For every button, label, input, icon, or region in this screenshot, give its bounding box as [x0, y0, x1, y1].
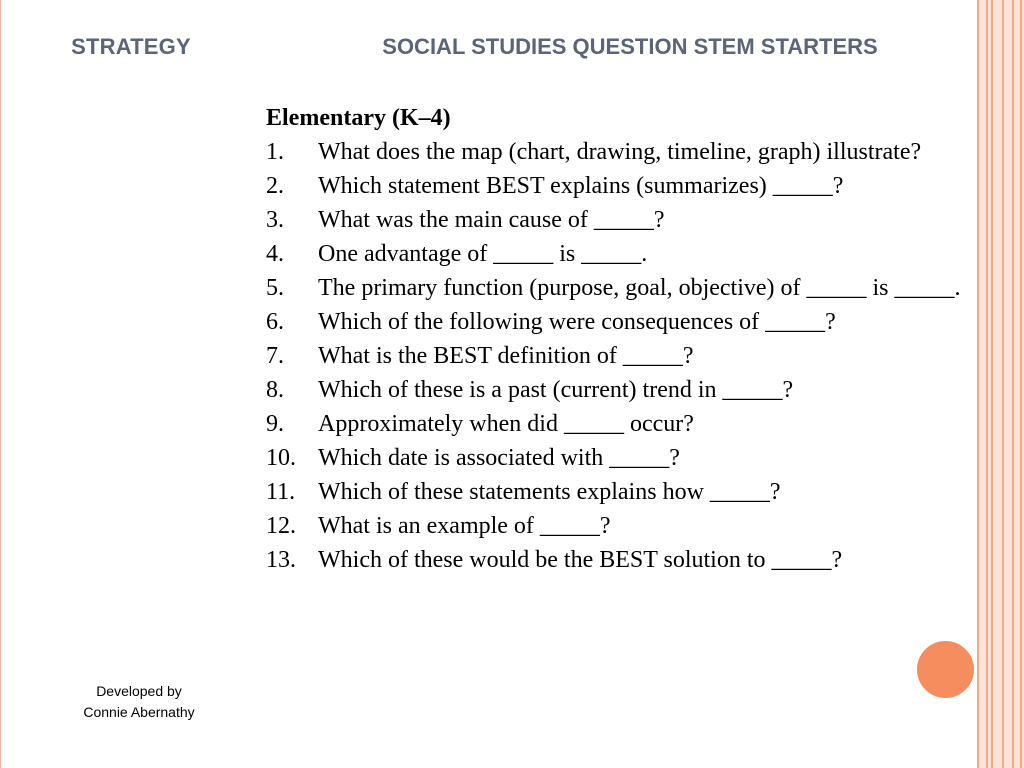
list-item	[266, 543, 966, 577]
list-item	[266, 237, 966, 271]
decorative-stripe	[1012, 0, 1014, 768]
list-item-number: 13.	[266, 547, 296, 573]
list-item-text: Which of these is a past (current) trend in _____?	[318, 377, 794, 403]
list-item-number: 9.	[266, 411, 284, 437]
list-item-number: 4.	[266, 241, 284, 267]
list-item-text: What does the map (chart, drawing, timeline, graph) illustrate?	[318, 139, 922, 165]
list-item-text: What is the BEST definition of _____?	[318, 343, 694, 369]
list-item-text: What is an example of _____?	[318, 513, 611, 539]
list-item	[266, 169, 966, 203]
list-item-number: 2.	[266, 173, 284, 199]
list-item-text: What was the main cause of _____?	[318, 207, 665, 233]
list-item-text: Which date is associated with _____?	[318, 445, 680, 471]
list-item-number: 5.	[266, 275, 284, 301]
right-decorative-panel	[977, 0, 1024, 768]
list-item	[266, 339, 966, 373]
list-item-number: 6.	[266, 309, 284, 335]
list-item-text: One advantage of _____ is _____.	[318, 241, 648, 267]
list-item-text: Which of these would be the BEST solution to _____?	[318, 547, 843, 573]
list-item	[266, 135, 966, 169]
decorative-orange-circle	[916, 640, 975, 699]
list-item	[266, 305, 966, 339]
decorative-stripe	[977, 0, 979, 768]
list-item	[266, 271, 966, 305]
list-item-text: Which of these statements explains how _____?	[318, 479, 781, 505]
list-item-number: 1.	[266, 139, 284, 165]
list-item-number: 8.	[266, 377, 284, 403]
decorative-stripe	[986, 0, 988, 768]
list-item	[266, 407, 966, 441]
list-item	[266, 475, 966, 509]
list-item	[266, 441, 966, 475]
list-item-number: 10.	[266, 445, 296, 471]
list-item-number: 12.	[266, 513, 296, 539]
list-item-number: 7.	[266, 343, 284, 369]
list-item-text: Which of the following were consequences of _____?	[318, 309, 836, 335]
list-item	[266, 373, 966, 407]
list-item	[266, 509, 966, 543]
decorative-stripe	[991, 0, 993, 768]
left-border-line	[0, 0, 1, 768]
list-item-text: Which statement BEST explains (summarizes) _____?	[318, 173, 844, 199]
grade-level-heading: Elementary (K–4)	[266, 105, 451, 131]
author-credit	[60, 681, 218, 723]
slide-title: SOCIAL STUDIES QUESTION STEM STARTERS	[382, 34, 878, 59]
credit-line-2: Connie Abernathy	[83, 704, 195, 720]
list-item-text: The primary function (purpose, goal, objective) of _____ is _____.	[318, 275, 961, 301]
credit-line-1: Developed by	[96, 683, 182, 699]
list-item-text: Approximately when did _____ occur?	[318, 411, 694, 437]
list-item	[266, 203, 966, 237]
section-label: STRATEGY	[71, 34, 191, 59]
decorative-stripe	[1002, 0, 1004, 768]
list-item-number: 3.	[266, 207, 284, 233]
question-list-content	[266, 101, 966, 577]
list-item-number: 11.	[266, 479, 296, 505]
decorative-stripe	[1020, 0, 1022, 768]
